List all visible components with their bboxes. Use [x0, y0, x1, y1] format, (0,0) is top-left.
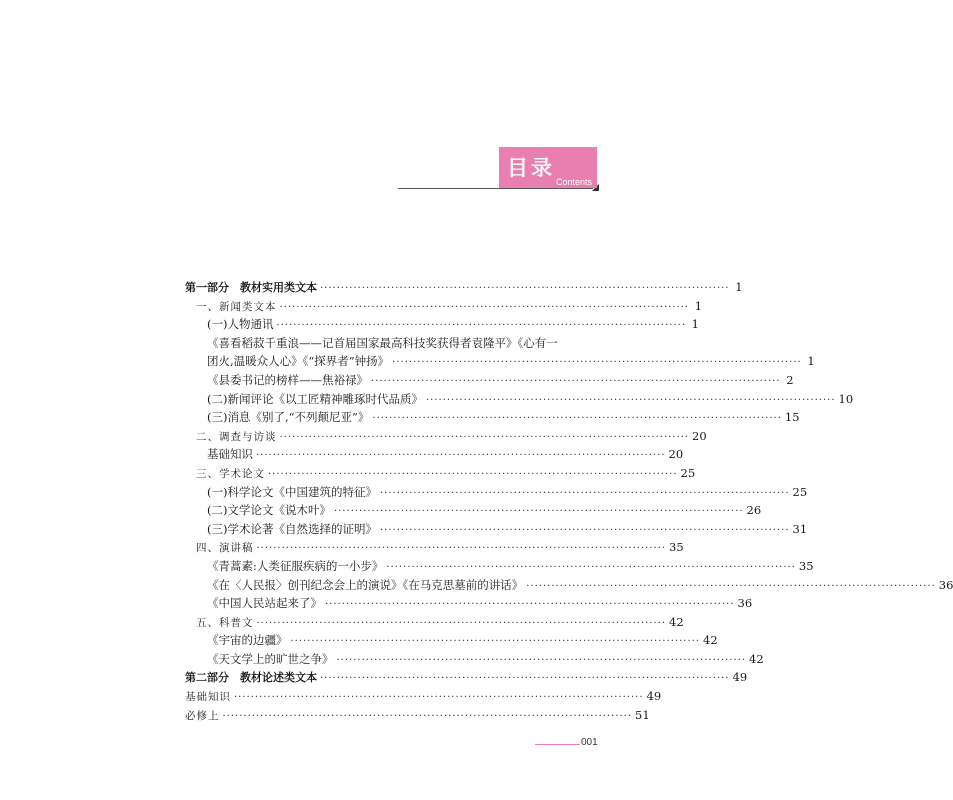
toc-entry-title: (三)学术论著《自然选择的证明》: [207, 521, 377, 536]
toc-leader-dots: ··································································································: [268, 468, 678, 480]
toc-entry-page: 10: [838, 391, 854, 406]
toc-entry-page: 35: [669, 540, 684, 555]
toc-entry[interactable]: [185, 538, 684, 557]
toc-entry-title: 基础知识: [207, 447, 253, 462]
toc-entry-page: 25: [792, 484, 808, 499]
toc-entry-page: 36: [938, 577, 953, 592]
toc-entry-page: 20: [692, 428, 707, 443]
toc-entry-page: 1: [691, 317, 699, 332]
toc-entry[interactable]: [185, 408, 800, 427]
toc-entry-title: 《在〈人民报〉创刊纪念会上的演说》《在马克思墓前的讲话》: [207, 577, 524, 592]
toc-entry[interactable]: [185, 315, 699, 334]
toc-leader-dots: ··································································································: [425, 394, 836, 406]
toc-entry-page: 20: [668, 447, 684, 462]
toc-leader-dots: ··································································································: [279, 431, 690, 443]
toc-entry[interactable]: [185, 594, 753, 613]
toc-entry-page: 1: [694, 298, 703, 313]
toc-leader-dots: ··································································································: [256, 617, 667, 629]
toc-entry[interactable]: [185, 650, 764, 669]
toc-leader-dots: ··································································································: [526, 580, 936, 592]
toc-entry-title: 《中国人民站起来了》: [207, 596, 322, 611]
toc-entry-title: 五、科普文: [196, 616, 254, 629]
toc-entry-title: 一、新闻类文本: [196, 300, 277, 313]
toc-leader-dots: ··································································································: [222, 710, 633, 722]
header-rule: [398, 188, 593, 189]
toc-leader-dots: ··································································································: [333, 506, 744, 518]
toc-entry-title: 第一部分 教材实用类文本: [185, 281, 317, 294]
toc-entry[interactable]: [185, 371, 794, 390]
toc-entry-title: 《青蒿素:人类征服疾病的一小步》: [207, 558, 384, 573]
toc-leader-dots: ··································································································: [325, 599, 735, 611]
toc-entry-page: 51: [635, 707, 650, 722]
toc-leader-dots: ··································································································: [290, 636, 701, 648]
toc-entry[interactable]: [185, 352, 815, 371]
toc-leader-dots: ··································································································: [371, 375, 781, 387]
contents-title-box: [499, 147, 597, 188]
table-of-contents: [185, 278, 953, 724]
toc-entry-page: 35: [798, 558, 814, 573]
toc-entry[interactable]: [185, 668, 748, 687]
toc-leader-dots: ··································································································: [320, 283, 730, 294]
toc-entry-page: 42: [669, 614, 684, 629]
toc-entry-title: 第二部分 教材论述类文本: [185, 671, 317, 685]
toc-entry-page: 1: [735, 280, 743, 294]
toc-leader-dots: ··································································································: [379, 524, 790, 536]
toc-entry-title: 《县委书记的榜样——焦裕禄》: [207, 372, 368, 387]
toc-leader-dots: ··································································································: [379, 487, 790, 499]
toc-entry-page: 42: [703, 633, 718, 648]
toc-entry[interactable]: [185, 520, 808, 539]
toc-entry-title: (三)消息《别了,“不列颠尼亚”》: [207, 410, 370, 425]
footer-rule: [535, 744, 580, 745]
toc-leader-dots: ··································································································: [256, 543, 667, 555]
page-number: 001: [581, 737, 598, 748]
toc-leader-dots: ··································································································: [256, 450, 666, 462]
toc-entry[interactable]: [185, 427, 707, 446]
toc-entry[interactable]: [185, 483, 808, 502]
toc-leader-dots: ··································································································: [276, 320, 686, 332]
toc-entry-title: (二)新闻评论《以工匠精神雕琢时代品质》: [207, 391, 423, 406]
toc-entry-title: (一)科学论文《中国建筑的特征》: [207, 484, 377, 499]
toc-entry-title: 四、演讲稿: [196, 542, 254, 555]
toc-leader-dots: ··································································································: [234, 692, 644, 704]
toc-entry-title: 《天文学上的旷世之争》: [207, 651, 334, 666]
toc-entry-page: 49: [732, 670, 748, 685]
toc-entry[interactable]: [185, 706, 650, 725]
toc-entry-title: 三、学术论文: [196, 467, 265, 480]
toc-entry-page: 42: [749, 651, 764, 666]
toc-entry[interactable]: [185, 501, 762, 520]
toc-leader-dots: ··································································································: [392, 357, 802, 369]
toc-entry-page: 1: [807, 354, 815, 369]
toc-entry[interactable]: [185, 464, 696, 483]
toc-entry[interactable]: [185, 334, 598, 353]
toc-entry[interactable]: [185, 297, 703, 316]
toc-leader-dots: ··································································································: [336, 654, 747, 666]
toc-entry-page: 36: [737, 596, 753, 611]
toc-leader-dots: ··································································································: [372, 413, 782, 425]
toc-leader-dots: ··································································································: [320, 673, 730, 685]
toc-entry[interactable]: [185, 390, 854, 409]
toc-entry[interactable]: [185, 631, 718, 650]
contents-title-en: Contents: [555, 177, 592, 187]
toc-entry[interactable]: [185, 613, 684, 632]
toc-entry-page: 25: [680, 465, 696, 480]
toc-entry-page: 15: [784, 410, 800, 425]
toc-entry-title: (一)人物通讯: [207, 317, 274, 332]
toc-entry[interactable]: [185, 557, 814, 576]
toc-entry[interactable]: [185, 687, 662, 706]
toc-entry-page: 31: [792, 521, 808, 536]
toc-entry-title: 必修上: [185, 709, 220, 722]
contents-title-cn: 目录: [507, 156, 555, 180]
toc-entry-page: 2: [786, 372, 794, 387]
toc-entry-title: (二)文学论文《说木叶》: [207, 503, 331, 518]
toc-leader-dots: ··································································································: [386, 561, 796, 573]
toc-entry-title: 团火,温暖众人心》《“探界者”钟扬》: [207, 354, 390, 369]
toc-entry-title: 《宇宙的边疆》: [207, 633, 288, 648]
toc-entry[interactable]: [185, 576, 953, 595]
toc-entry-page: 49: [646, 689, 662, 704]
toc-entry-page: 26: [746, 503, 762, 518]
page-header: [0, 0, 800, 200]
toc-leader-dots: ··································································································: [279, 301, 690, 313]
toc-entry-title: 基础知识: [185, 691, 231, 704]
toc-entry-title: 《喜看稻菽千重浪——记首届国家最高科技奖获得者袁隆平》《心有一: [207, 335, 558, 350]
toc-entry[interactable]: [185, 445, 684, 464]
toc-entry-title: 二、调查与访谈: [196, 430, 277, 443]
toc-entry[interactable]: [185, 278, 743, 297]
